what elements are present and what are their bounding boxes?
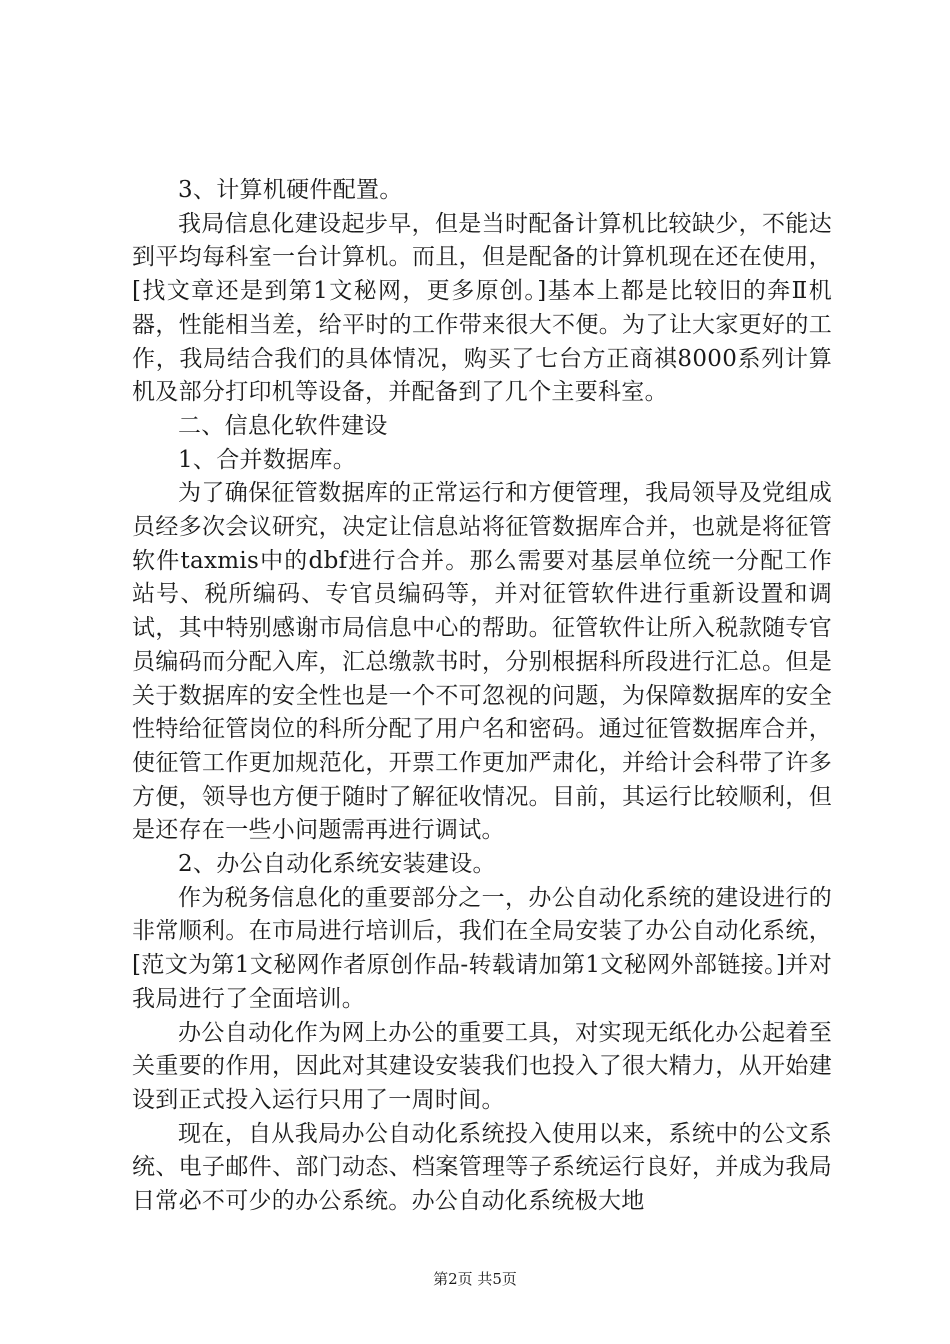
paragraph-office-automation-importance: 办公自动化作为网上办公的重要工具，对实现无纸化办公起着至关重要的作用，因此对其建设安装我们也投入了很大精力，从开始建设到正式投入运行只用了一周时间。 bbox=[132, 1019, 832, 1113]
paragraph-database-heading: 1、合并数据库。 bbox=[178, 446, 357, 473]
paragraph-database-body: 为了确保征管数据库的正常运行和方便管理，我局领导及党组成员经多次会议研究，决定让信息站将征管数据库合并，也就是将征管软件taxmis中的dbf进行合并。那么需要对基层单位统一分配工作站号、税所编码、专官员编码等，并对征管软件进行重新设置和调试，其中特别感谢市局信息中心的帮助。征管软件让所入税款随专官员编码而分配入库，汇总缴款书时，分别根据科所段进行汇总。但是关于数据库的安全性也是一个不可忽视的问题，为保障数据库的安全性特给征管岗位的科所分配了用户名和密码。通过征管数据库合并，使征管工作更加规范化，开票工作更加严肃化，并给计会科带了许多方便，领导也方便于随时了解征收情况。目前，其运行比较顺利，但是还存在一些小问题需再进行调试。 bbox=[132, 480, 832, 844]
paragraph-office-automation-heading: 2、办公自动化系统安装建设。 bbox=[178, 851, 496, 878]
paragraph-hardware-body: 我局信息化建设起步早，但是当时配备计算机比较缺少，不能达到平均每科室一台计算机。而且，但是配备的计算机现在还在使用，[找文章还是到第1文秘网，更多原创。]基本上都是比较旧的奔Ⅱ机器，性能相当差，给平时的工作带来很大不便。为了让大家更好的工作，我局结合我们的具体情况，购买了七台方正商祺8000系列计算机及部分打印机等设备，并配备到了几个主要科室。 bbox=[132, 210, 832, 406]
document-body bbox=[132, 174, 832, 1219]
paragraph-software-heading: 二、信息化软件建设 bbox=[178, 412, 388, 439]
page-number-footer: 第2页 共5页 bbox=[433, 1270, 517, 1288]
paragraph-office-automation-body: 作为税务信息化的重要部分之一，办公自动化系统的建设进行的非常顺利。在市局进行培训后，我们在全局安装了办公自动化系统，[范文为第1文秘网作者原创作品-转载请加第1文秘网外部链接。]并对我局进行了全面培训。 bbox=[132, 884, 832, 1012]
paragraph-hardware-heading: 3、计算机硬件配置。 bbox=[178, 177, 403, 203]
paragraph-office-automation-status: 现在，自从我局办公自动化系统投入使用以来，系统中的公文系统、电子邮件、部门动态、档案管理等子系统运行良好，并成为我局日常必不可少的办公系统。办公自动化系统极大地 bbox=[132, 1120, 832, 1215]
